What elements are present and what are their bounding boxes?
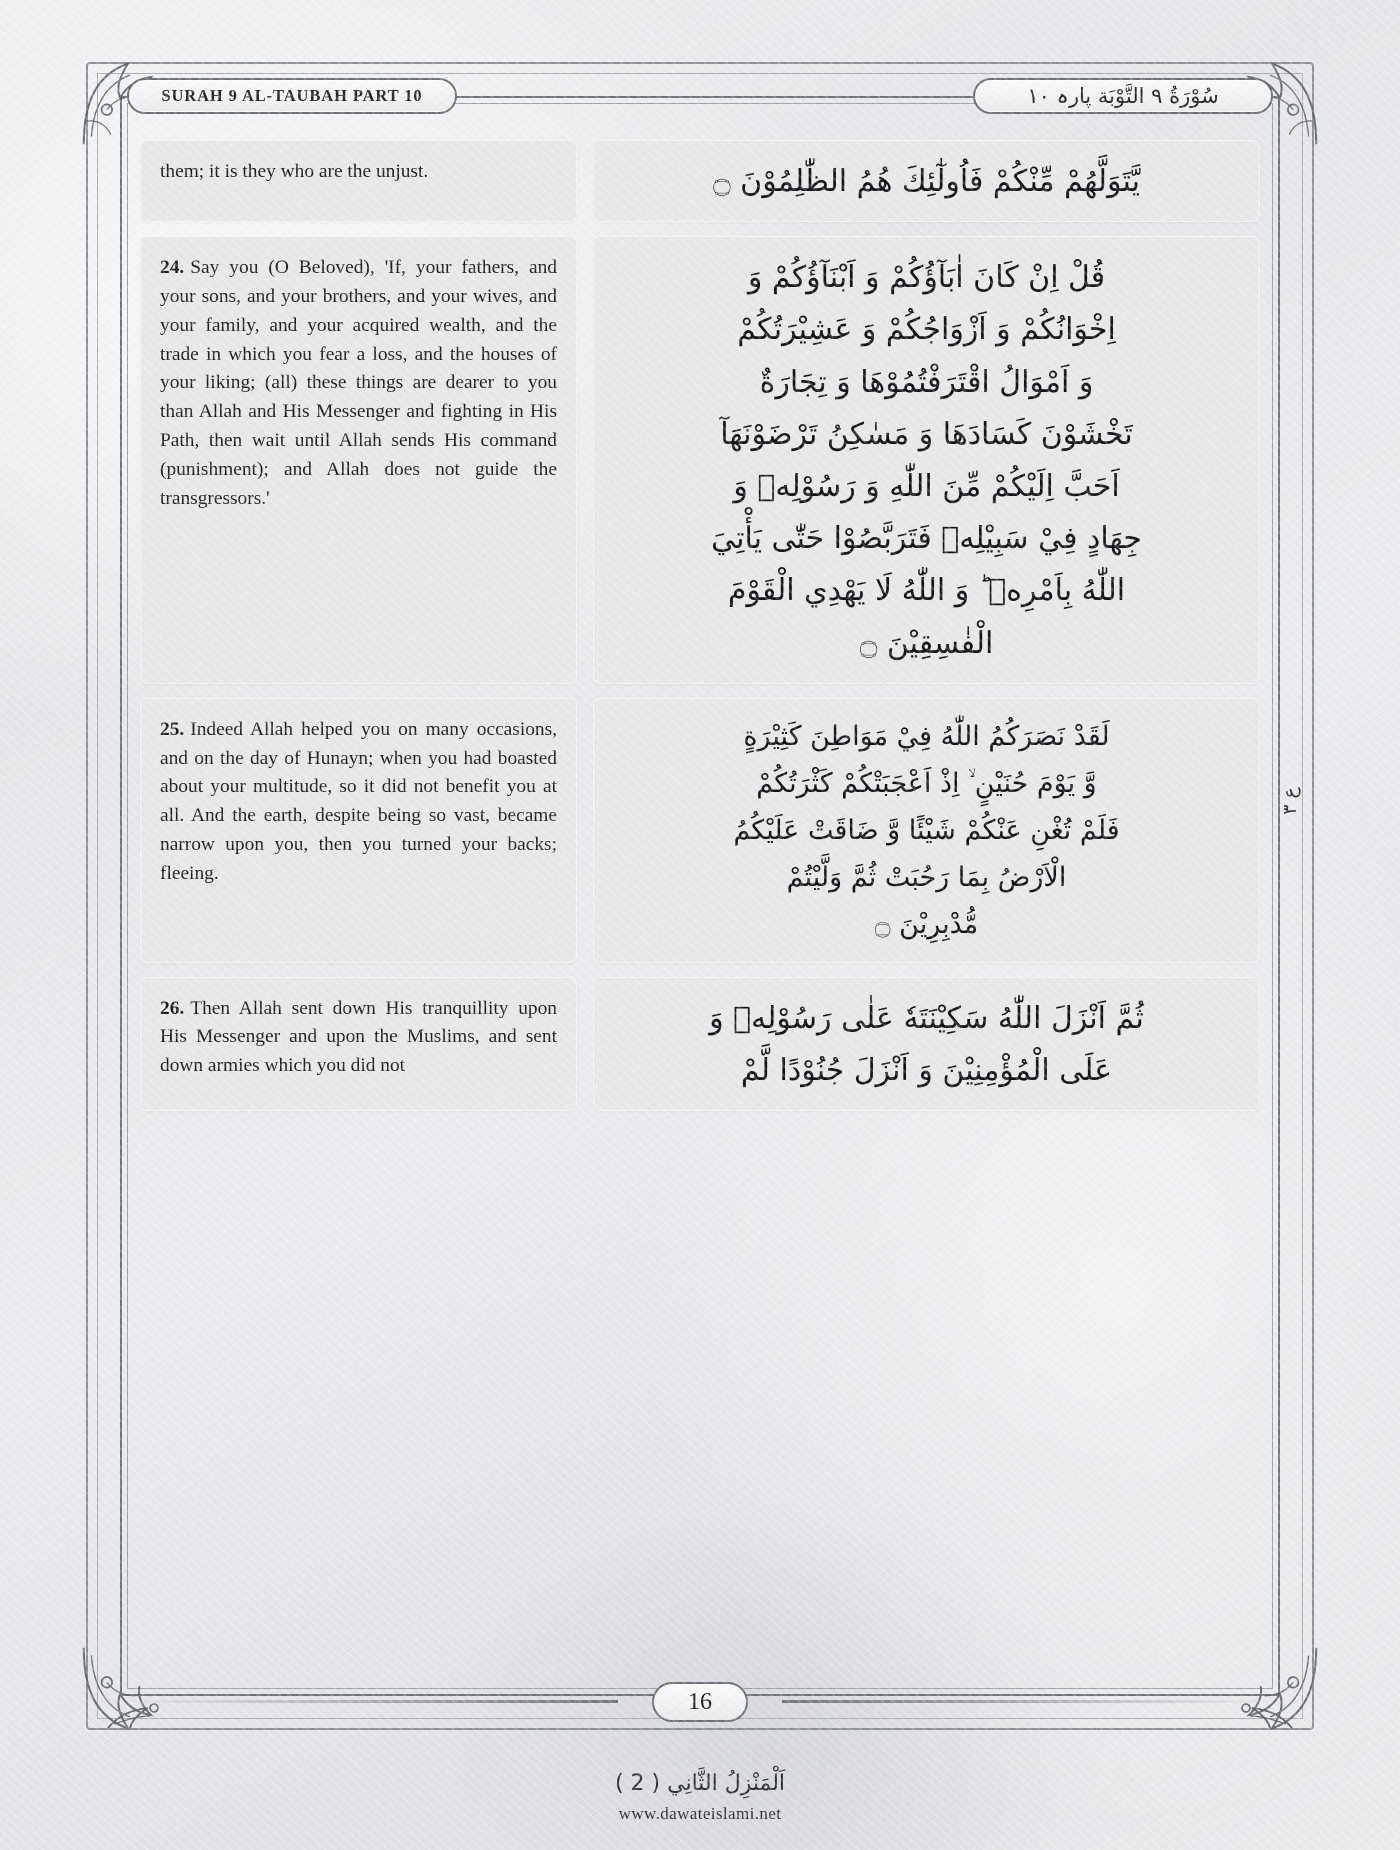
page-header <box>127 74 1273 118</box>
translation-panel <box>140 698 577 963</box>
arabic-line: عَلَى الْمُؤْمِنِيْنَ وَ اَنْزَلَ جُنُوْدًا لَّمْ <box>740 1052 1113 1088</box>
verse-row <box>140 698 1260 963</box>
arabic-line: فَلَمْ تُغْنِ عَنْكُمْ شَيْئًا وَّ ضَاقَتْ عَلَيْكُمُ <box>733 814 1120 846</box>
verse-translation-body: Then Allah sent down His tranquillity upon His Messenger and upon the Muslims, and sent down armies which you did not <box>160 997 557 1077</box>
verse-translation-body: Indeed Allah helped you on many occasions, and on the day of Hunayn; when you had boasted about your multitude, so it did not benefit you at all. And the earth, despite being so vast, became narrow upon you, then you turned your backs; fleeing. <box>160 718 557 884</box>
arabic-panel <box>593 140 1260 222</box>
verse-row <box>140 140 1260 222</box>
arabic-line: تَخْشَوْنَ كَسَادَهَا وَ مَسٰكِنُ تَرْضَوْنَهَآ <box>720 416 1133 452</box>
website-url: www.dawateislami.net <box>618 1804 782 1823</box>
arabic-panel <box>593 698 1260 963</box>
verse-translation-text: them; it is they who are the unjust. <box>160 161 429 182</box>
verse-number: 26. <box>160 997 185 1019</box>
arabic-line: الْفٰسِقِيْنَ ۝ <box>859 625 994 661</box>
arabic-line: يَّتَوَلَّهُمْ مِّنْكُمْ فَاُولٰٓئِكَ هُمُ الظّٰلِمُوْنَ ۝ <box>713 164 1140 199</box>
arabic-line: اَحَبَّ اِلَيْكُمْ مِّنَ اللّٰهِ وَ رَسُوْلِهٖ وَ <box>733 468 1120 504</box>
page-number-badge <box>652 1682 748 1722</box>
footer-rule-left <box>128 1700 618 1703</box>
verse-translation-text <box>160 995 557 1081</box>
ruku-margin-mark: ع ٣ <box>1279 787 1302 815</box>
arabic-panel <box>593 236 1260 684</box>
arabic-line: الْاَرْضُ بِمَا رَحُبَتْ ثُمَّ وَلَّيْتُمْ <box>786 861 1067 893</box>
arabic-line: اِخْوَانُكُمْ وَ اَزْوَاجُكُمْ وَ عَشِيْرَتُكُمْ <box>737 312 1116 348</box>
verse-row <box>140 977 1260 1111</box>
arabic-line: قُلْ اِنْ كَانَ اٰبَآؤُكُمْ وَ اَبْنَآؤُكُمْ وَ <box>747 260 1106 296</box>
translation-panel <box>140 140 577 222</box>
verse-translation-text <box>160 254 557 513</box>
translation-panel <box>140 977 577 1111</box>
surah-title-english: SURAH 9 AL-TAUBAH PART 10 <box>161 86 423 105</box>
surah-title-cartouche-english <box>127 78 457 114</box>
verse-translation-text <box>160 716 557 889</box>
translation-panel <box>140 236 577 684</box>
page-footer <box>0 1771 1400 1824</box>
arabic-line: ثُمَّ اَنْزَلَ اللّٰهُ سَكِيْنَتَهٗ عَلٰى رَسُوْلِهٖ وَ <box>709 1000 1144 1036</box>
arabic-line: لَقَدْ نَصَرَكُمُ اللّٰهُ فِيْ مَوَاطِنَ كَثِيْرَةٍ <box>743 720 1110 752</box>
arabic-line: مُّدْبِرِيْنَ ۝ <box>874 908 979 940</box>
page-number: 16 <box>688 1688 712 1715</box>
arabic-panel <box>593 977 1260 1111</box>
manzil-label: اَلْمَنْزِلُ الثَّانِي ( 2 ) <box>614 1771 786 1796</box>
footer-rule-right <box>782 1700 1272 1703</box>
surah-title-cartouche-arabic <box>973 78 1273 114</box>
arabic-line: وَ اَمْوَالُ اقْتَرَفْتُمُوْهَا وَ تِجَارَةٌ <box>759 364 1094 400</box>
verse-translation-body: Say you (O Beloved), 'If, your fathers, and your sons, and your brothers, and your wives, and your family, and your acquired wealth, and the trade in which you fear a loss, and the houses of your liking; (all) these things are dearer to you than Allah and His Messenger and fighting in His Path, then wait until Allah sends His command (punishment); and Allah does not guide the transgressors.' <box>160 257 557 509</box>
verse-row <box>140 236 1260 684</box>
verse-content-area <box>140 140 1260 1674</box>
arabic-line: اللّٰهُ بِاَمْرِهٖ ؕ وَ اللّٰهُ لَا يَهْدِي الْقَوْمَ <box>727 573 1126 609</box>
verse-number: 24. <box>160 257 185 279</box>
arabic-line: وَّ يَوْمَ حُنَيْنٍ ۙ اِذْ اَعْجَبَتْكُمْ كَثْرَتُكُمْ <box>756 767 1097 799</box>
arabic-line: جِهَادٍ فِيْ سَبِيْلِهٖ فَتَرَبَّصُوْا حَتّٰى يَأْتِيَ <box>711 521 1142 557</box>
verse-number: 25. <box>160 718 185 740</box>
surah-title-arabic: سُوْرَةُ ٩ التَّوْبَة پارہ ١٠ <box>1027 83 1219 108</box>
